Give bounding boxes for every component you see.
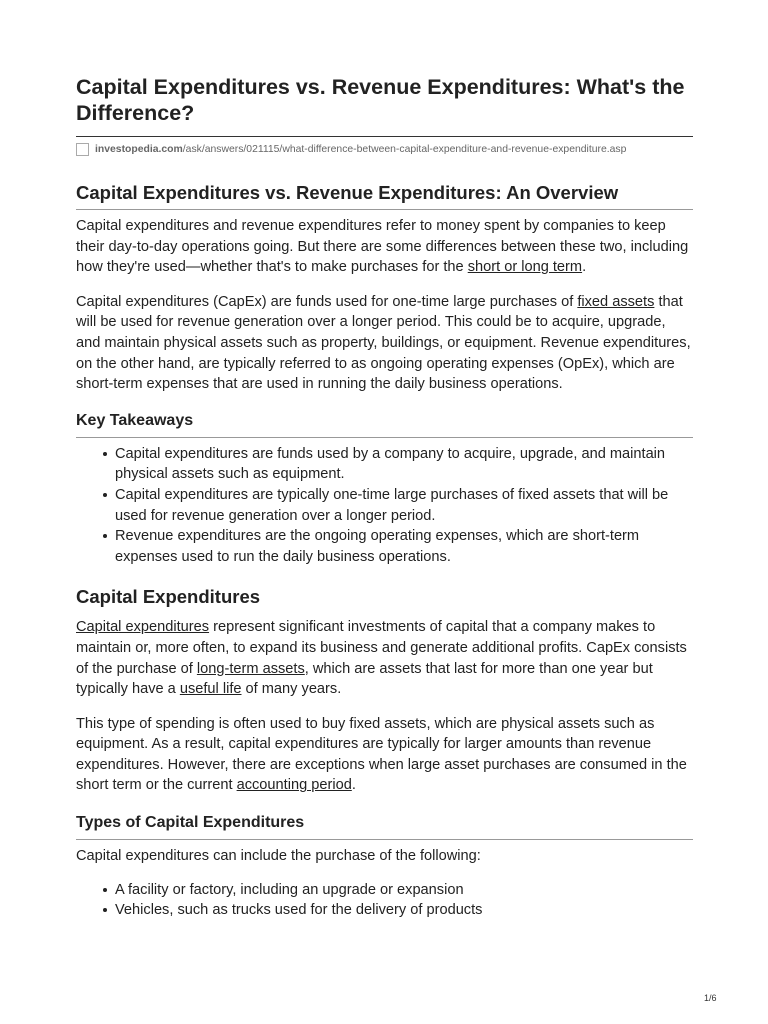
types-intro: Capital expenditures can include the purchase of the following: — [76, 848, 481, 865]
link-long-term-assets[interactable]: long-term assets — [196, 660, 305, 677]
list-item: Capital expenditures are typically one-time large purchases of fixed assets that will be used for revenue generation over a longer period. — [115, 485, 693, 526]
key-takeaways-divider — [76, 437, 693, 438]
link-fixed-assets[interactable]: fixed assets — [577, 293, 655, 310]
types-heading: Types of Capital Expenditures — [76, 814, 305, 832]
list-item: Capital expenditures are funds used by a company to acquire, upgrade, and maintain physical assets such as equipment. — [115, 444, 693, 485]
capex-paragraph-2: This type of spending is often used to buy fixed assets, which are physical assets such as equipment. As a result, capital expenditures are typically for larger amounts than revenue expenditures. However, there are exceptions when large asset purchases are consumed in the short term or the current accounting period. — [76, 715, 687, 794]
source-path: /ask/answers/021115/what-difference-between-capital-expenditure-and-revenue-expenditure.asp — [182, 143, 627, 155]
capex-heading: Capital Expenditures — [76, 586, 261, 608]
types-divider — [76, 839, 693, 840]
list-item: Revenue expenditures are the ongoing operating expenses, which are short-term expenses used to run the daily business operations. — [115, 526, 693, 567]
overview-paragraph-1: Capital expenditures and revenue expenditures refer to money spent by companies to keep their day-to-day operations going. But there are some differences between these two, including how they're used—whether that's to make purchases for the short or long term. — [76, 218, 689, 276]
key-takeaways-heading: Key Takeaways — [76, 411, 194, 429]
page-title: Capital Expenditures vs. Revenue Expenditures: What's the Difference? — [76, 75, 685, 125]
link-short-or-long-term[interactable]: short or long term — [467, 259, 583, 276]
link-accounting-period[interactable]: accounting period — [236, 777, 352, 794]
key-takeaways-list — [76, 444, 693, 568]
capex-paragraph-1: Capital expenditures represent significant investments of capital that a company makes to maintain or, more often, to expand its business and generate additional profits. CapEx consists of the purchase of long-term assets, which are assets that last for more than one year but typically have a useful life of many years. — [76, 619, 687, 698]
link-capital-expenditures[interactable]: Capital expenditures — [76, 619, 210, 636]
link-useful-life[interactable]: useful life — [179, 681, 242, 698]
overview-divider — [76, 209, 693, 210]
favicon-icon — [76, 143, 89, 156]
overview-paragraph-2: Capital expenditures (CapEx) are funds used for one-time large purchases of fixed assets that will be used for revenue generation over a longer period. This could be to acquire, upgrade, and maintain physical assets such as property, buildings, or equipment. Revenue expenditures, on the other hand, are typically referred to as ongoing operating expenses (OpEx), which are short-term expenses that are used in running the daily business operations. — [76, 293, 691, 393]
source-url[interactable] — [76, 141, 693, 157]
list-item: A facility or factory, including an upgrade or expansion — [115, 880, 693, 901]
title-divider — [76, 136, 693, 137]
overview-heading: Capital Expenditures vs. Revenue Expenditures: An Overview — [76, 182, 619, 203]
article — [76, 74, 693, 921]
types-list — [76, 880, 693, 921]
source-host: investopedia.com — [95, 143, 183, 155]
list-item: Vehicles, such as trucks used for the delivery of products — [115, 900, 693, 921]
page-number: 1/6 — [704, 993, 717, 1003]
